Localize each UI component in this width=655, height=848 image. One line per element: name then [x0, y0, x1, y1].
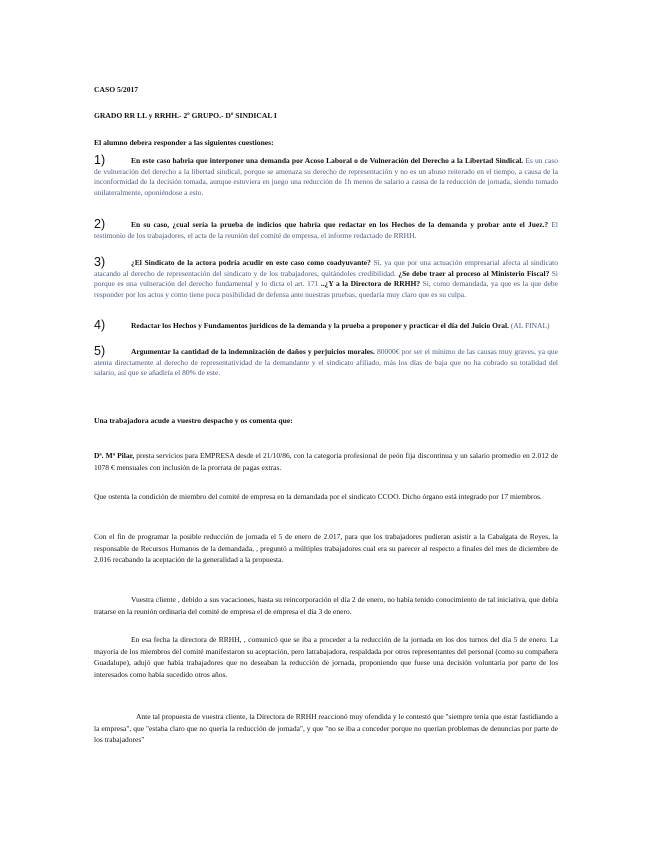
- paragraph-text: presta servicios para EMPRESA desde el 21/10/86, con la categoría profesional de peón fija discontinua y un salario promedio en 2.012 de 1078 € mensuales con inclusión de la prorrata de pagas extras.: [94, 451, 558, 472]
- question-number: 1): [94, 153, 106, 167]
- question-text-director: ..¿Y a la Directora de RRHH?: [320, 279, 421, 289]
- paragraph-client: [94, 450, 558, 473]
- answer-text-fiscal: Si porque es una vulneración del derecho fundamental y lo dicta el art. 171: [94, 268, 559, 289]
- paragraph-text: En esa fecha la directora de RRHH, , comunicó que se iba a proceder a la reducción de la jornada en los dos turnos del día 5 de enero. La mayoría de los miembros del comité manifestaron su aceptación, pero latrabajadora, respaldada por otros representantes del personal (como su compañera Guadalupe), adujó que había trabajadores que no deseaban la reducción de jornada, proponiendo que fuese una decisión voluntaria por parte de los interesados como había sucedido otros años.: [94, 635, 558, 679]
- question-text: En su caso, ¿cual sería la prueba de indicios que habría que redactar en los Hechos de la demanda y probar ante el Juez.?: [131, 220, 549, 229]
- question-3: [94, 257, 558, 300]
- question-text: En este caso habria que interponer una demanda por Acoso Laboral o de Vulneración del Derecho a la Libertad Sindical.: [131, 156, 524, 165]
- question-4: [94, 320, 558, 332]
- answer-text: Si, ya que por una actuación empresarial afecta al sindicato atacando al derecho de representación del sindicato y de los trabajadores, quitándoles credibilidad.: [94, 258, 559, 278]
- grade-title: GRADO RR LL y RRHH.- 2º GRUPO.- Dº SINDICAL I: [94, 111, 277, 120]
- answer-text: 80000€ por ser el mínimo de las causas muy graves, ya que atenta directamente al derecho de representatividad de la demandante y el sindicato afiliado, más los días de baja que no ha cobrado su totalidad del salario, así que se añadiría el 80% de este.: [94, 347, 558, 378]
- question-number: 3): [94, 255, 106, 269]
- instructions-heading: El alumno debera responder a las siguientes cuestiones:: [94, 138, 274, 147]
- paragraph-text: Ante tal propuesta de vuestra cliente, la Directora de RRHH reaccionó muy ofendida y le contestó que "siempre tenía que estar fastidiando a la empresa", que "estaba claro que no quería la reducción de jornada", y que "no se iba a conceder porque no querían problemas de denuncias por parte de los trabajadores": [94, 712, 558, 745]
- question-number: 2): [94, 217, 106, 231]
- question-text-fiscal: ¿Se debe traer al proceso al Ministerio Fiscal?: [398, 268, 550, 278]
- question-1: [94, 155, 558, 198]
- paragraph-meeting: [94, 634, 558, 680]
- paragraph-reduction: Con el fin de programar la posible reducción de jornada el 5 de enero de 2.017, para que los trabajadores pudieran asistir a la Cabalgata de Reyes, la responsable de Recursos Humanos de la demandada, , preguntó a múltiples trabajadores cual era su parecer al respecto a finales del mes de diciembre de 2.016 recabando la aceptación de la generalidad a la propuesta.: [94, 532, 558, 565]
- question-number: 4): [94, 318, 106, 332]
- question-text: Argumentar la cantidad de la indemnización de daños y perjuicios morales.: [131, 347, 375, 356]
- question-number: 5): [94, 344, 106, 358]
- answer-text-director: Si, como demandada, ya que es la que debe responder por los actos y como tiene poca posibilidad de defensa ante nuestras pruebas, quedaría muy claro que es su culpa.: [94, 279, 559, 299]
- paragraph-reaction: [94, 711, 558, 746]
- client-name: Dª. Mª Pilar,: [94, 451, 135, 460]
- answer-text: Es un caso de vulneración del derecho a la libertad sindical, porque se amenaza su derecho de representación y no es un abuso reiterado en el tiempo, a causa de la inconformidad de la decisión tomada, aunque estuviera en juego una reducción de 1h menos de salario a causa de la reducción de jornada, siendo tomado unilateralmente, oponiéndose a esto.: [94, 156, 559, 197]
- question-text: ¿El Sindicato de la actora podría acudir en este caso como coadyuvante?: [131, 258, 371, 267]
- paragraph-text: Vuestra cliente , debido a sus vacaciones, hasta su reincorporación el día 2 de enero, no había tenido conocimiento de tal iniciativa, que debía tratarse en la reunión ordinaria del comité de empresa el de empresa el día 3 de enero.: [94, 595, 558, 616]
- answer-text: El testimonio de los trabajadores, el acta de la reunión del comité de empresa, el informe redactado de RRHH.: [94, 220, 559, 240]
- case-title: CASO 5/2017: [94, 85, 139, 94]
- question-text: Redactar los Hechos y Fundamentos juridicos de la demanda y la prueba a proponer y practicar el día del Juicio Oral.: [131, 321, 509, 330]
- question-2: [94, 219, 558, 241]
- story-heading: Una trabajadora acude a vuestro despacho y os comenta que:: [94, 416, 293, 425]
- answer-text: (AL FINAL): [510, 321, 550, 330]
- paragraph-committee: Que ostenta la condición de miembro del comité de empresa en la demandada por el sindicato CCOO. Dicho órgano está integrado por 17 miembros.: [94, 492, 542, 501]
- question-5: [94, 346, 558, 379]
- paragraph-vacation: [94, 594, 558, 617]
